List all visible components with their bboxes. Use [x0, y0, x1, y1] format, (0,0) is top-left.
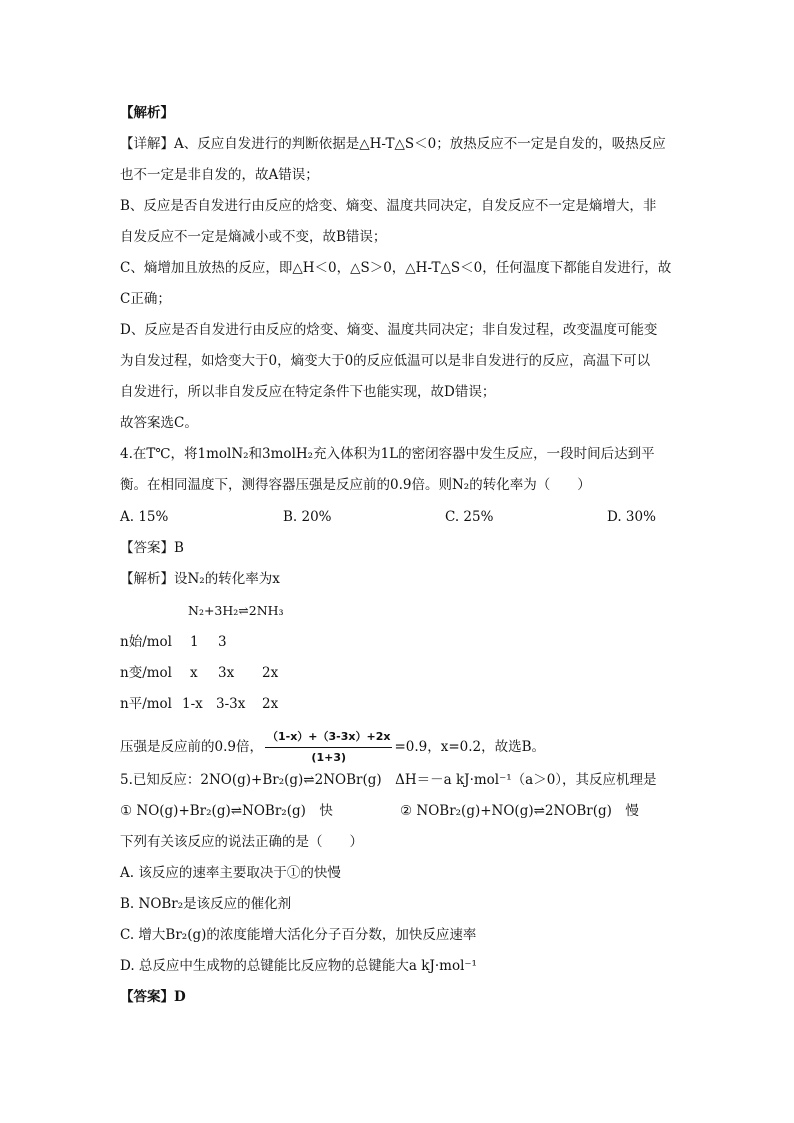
table-row-1-label: n始/mol: [120, 634, 172, 650]
q4-option-d: D. 30%: [607, 509, 656, 525]
table-row-3-nh3: 2x: [262, 696, 279, 712]
q4-stem-line-2: 衡。在相同温度下，测得容器压强是反应前的0.9倍。则N₂的转化率为（ ）: [120, 477, 591, 493]
q3-detail-line-2: 也不一定是非自发的，故A错误；: [120, 167, 319, 183]
q4-analysis-intro: 【解析】设N₂的转化率为x: [120, 571, 280, 587]
q3-detail-line-4: 自发反应不一定是熵减小或不变，故B错误；: [120, 229, 387, 245]
pressure-suffix: =0.9，x=0.2，故选B。: [394, 739, 546, 755]
q3-detail-line-5: C、熵增加且放热的反应，即△H＜0，△S＞0，△H-T△S＜0，任何温度下都能自发进行，故: [120, 260, 672, 276]
table-row-2-h2: 3x: [218, 665, 235, 681]
q5-mechanism-step-2: ② NOBr₂(g)+NO(g)⇌2NOBr(g) 慢: [400, 803, 639, 819]
q3-detail-line-7: D、反应是否自发进行由反应的焓变、熵变、温度共同决定；非自发过程，改变温度可能变: [120, 322, 658, 338]
q3-detail-line-3: B、反应是否自发进行由反应的焓变、熵变、温度共同决定，自发反应不一定是熵增大，非: [120, 198, 657, 214]
q5-option-a: A. 该反应的速率主要取决于①的快慢: [120, 865, 341, 881]
fraction-denominator: (1+3): [311, 751, 347, 764]
q5-mechanism-step-1: ① NO(g)+Br₂(g)⇌NOBr₂(g) 快: [120, 803, 333, 819]
q4-option-c: C. 25%: [445, 509, 494, 525]
q4-option-a: A. 15%: [120, 509, 169, 525]
q4-answer: 【答案】B: [120, 540, 184, 556]
q5-answer: 【答案】D: [120, 989, 186, 1005]
fraction-numerator: （1-x）+（3-3x）+2x: [265, 728, 392, 748]
q4-stem-line-1: 4.在T℃，将1molN₂和3molH₂充入体积为1L的密闭容器中发生反应，一段时间后达到平: [120, 446, 655, 462]
q4-reaction-equation: N₂+3H₂⇌2NH₃: [188, 603, 284, 618]
table-row-3-h2: 3-3x: [216, 696, 246, 712]
q5-option-c: C. 增大Br₂(g)的浓度能增大活化分子百分数，加快反应速率: [120, 927, 477, 943]
table-row-1-n2: 1: [190, 634, 199, 650]
q3-detail-line-10: 故答案选C。: [120, 415, 198, 431]
table-row-2-nh3: 2x: [262, 665, 279, 681]
q3-detail-line-1: 【详解】A、反应自发进行的判断依据是△H-T△S＜0；放热反应不一定是自发的，吸热反应: [120, 136, 666, 152]
table-row-2-label: n变/mol: [120, 665, 172, 681]
q3-detail-line-9: 自发进行，所以非自发反应在特定条件下也能实现，故D错误；: [120, 384, 496, 400]
table-row-1-h2: 3: [218, 634, 227, 650]
q3-detail-line-6: C正确；: [120, 291, 171, 307]
table-row-2-n2: x: [190, 665, 198, 681]
q3-detail-line-8: 为自发过程，如焓变大于0，熵变大于0的反应低温可以是非自发进行的反应，高温下可以: [120, 353, 651, 369]
q4-pressure-line: [120, 728, 545, 767]
q5-stem-line-3: 下列有关该反应的说法正确的是（ ）: [120, 834, 363, 850]
q5-option-b: B. NOBr₂是该反应的催化剂: [120, 896, 292, 912]
table-row-3-n2: 1-x: [182, 696, 203, 712]
q4-option-b: B. 20%: [283, 509, 332, 525]
q5-option-d: D. 总反应中生成物的总键能比反应物的总键能大a kJ·mol⁻¹: [120, 958, 477, 974]
conversion-fraction: [265, 728, 392, 767]
analysis-header: 【解析】: [120, 105, 174, 121]
table-row-3-label: n平/mol: [120, 696, 172, 712]
q5-stem-line-1: 5.已知反应：2NO(g)+Br₂(g)⇌2NOBr(g) ΔH＝－a kJ·mol⁻¹（a＞0），其反应机理是: [120, 772, 657, 788]
pressure-prefix: 压强是反应前的0.9倍，: [120, 739, 263, 755]
